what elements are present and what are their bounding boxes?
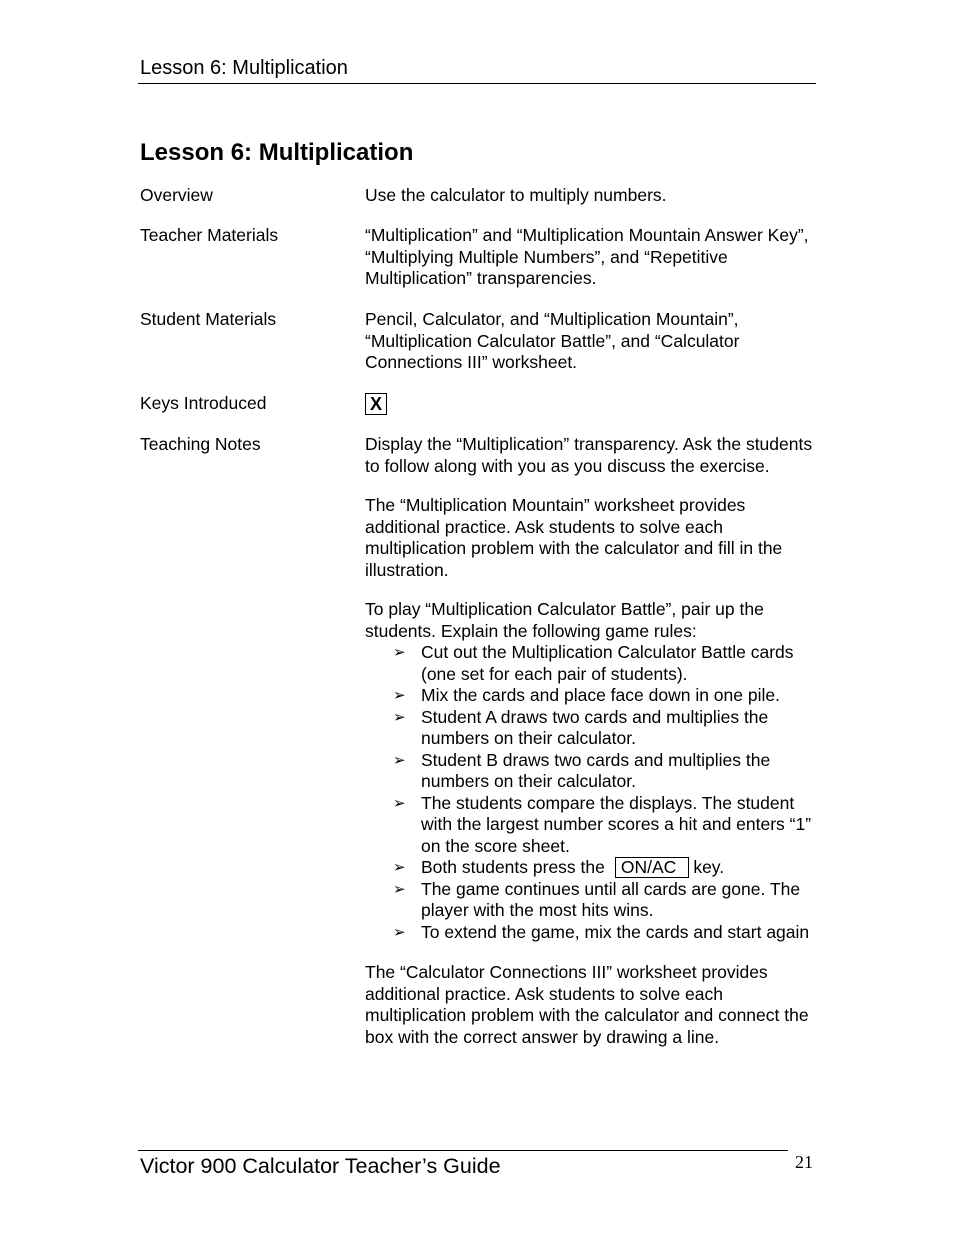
teaching-notes-para-3: To play “Multiplication Calculator Battle”, pair up the students. Explain the following game rules: xyxy=(365,599,764,641)
teacher-materials-label: Teacher Materials xyxy=(140,225,279,245)
rule-text: Student A draws two cards and multiplies the numbers on their calculator. xyxy=(421,706,769,748)
arrow-bullet-icon: ➢ xyxy=(393,687,406,704)
teaching-notes-label: Teaching Notes xyxy=(140,434,261,454)
arrow-bullet-icon: ➢ xyxy=(393,859,406,876)
footer-rule xyxy=(138,1150,788,1151)
list-item xyxy=(393,707,817,750)
arrow-bullet-icon: ➢ xyxy=(393,708,406,726)
arrow-bullet-icon: ➢ xyxy=(393,794,406,812)
running-header: Lesson 6: Multiplication xyxy=(140,57,348,79)
arrow-bullet-icon: ➢ xyxy=(393,923,406,941)
rule-text: Student B draws two cards and multiplies the numbers on their calculator. xyxy=(421,749,771,791)
multiply-key: X xyxy=(365,393,387,415)
arrow-bullet-icon: ➢ xyxy=(393,751,406,769)
on-ac-key: ON/AC xyxy=(615,857,689,878)
list-item xyxy=(393,922,817,944)
footer-title: Victor 900 Calculator Teacher’s Guide xyxy=(140,1154,501,1178)
overview-text: Use the calculator to multiply numbers. xyxy=(365,185,667,205)
game-rules-list xyxy=(365,642,817,943)
list-item xyxy=(393,642,817,685)
list-item xyxy=(393,793,817,858)
rule-text: The game continues until all cards are gone. The player with the most hits wins. xyxy=(421,878,801,920)
header-rule xyxy=(138,83,816,84)
student-materials-label: Student Materials xyxy=(140,309,277,329)
list-item xyxy=(393,685,817,707)
teaching-notes-para-1: Display the “Multiplication” transparency. Ask the students to follow along with you as you discuss the exercise. xyxy=(365,434,813,476)
list-item xyxy=(393,750,817,793)
rule-text-before: Both students press the xyxy=(421,857,605,877)
rule-text: Mix the cards and place face down in one pile. xyxy=(421,685,780,705)
rule-text: The students compare the displays. The student with the largest number scores a hit and enters “1” on the score sheet. xyxy=(421,792,812,856)
student-materials-text: Pencil, Calculator, and “Multiplication Mountain”, “Multiplication Calculator Battle”, and “Calculator Connections III” worksheet. xyxy=(365,309,740,372)
keys-introduced-label: Keys Introduced xyxy=(140,393,267,413)
rule-text-after: key. xyxy=(693,857,725,877)
arrow-bullet-icon: ➢ xyxy=(393,644,406,661)
teacher-materials-text: “Multiplication” and “Multiplication Mountain Answer Key”, “Multiplying Multiple Numbers”, and “Repetitive Multiplication” transparencies. xyxy=(365,225,809,288)
page-number: 21 xyxy=(795,1152,813,1172)
list-item xyxy=(393,879,817,922)
page-title: Lesson 6: Multiplication xyxy=(140,139,414,166)
rule-text: Cut out the Multiplication Calculator Battle cards (one set for each pair of students). xyxy=(421,642,794,684)
teaching-notes-para-2: The “Multiplication Mountain” worksheet provides additional practice. Ask students to solve each multiplication problem with the calculator and fill in the illustration. xyxy=(365,495,783,580)
teaching-notes-para-4: The “Calculator Connections III” worksheet provides additional practice. Ask students to solve each multiplication problem with the calculator and connect the box with the correct answer by drawing a line. xyxy=(365,962,809,1047)
list-item xyxy=(393,857,817,879)
rule-text: To extend the game, mix the cards and start again xyxy=(421,921,810,942)
arrow-bullet-icon: ➢ xyxy=(393,880,406,898)
overview-label: Overview xyxy=(140,185,213,205)
